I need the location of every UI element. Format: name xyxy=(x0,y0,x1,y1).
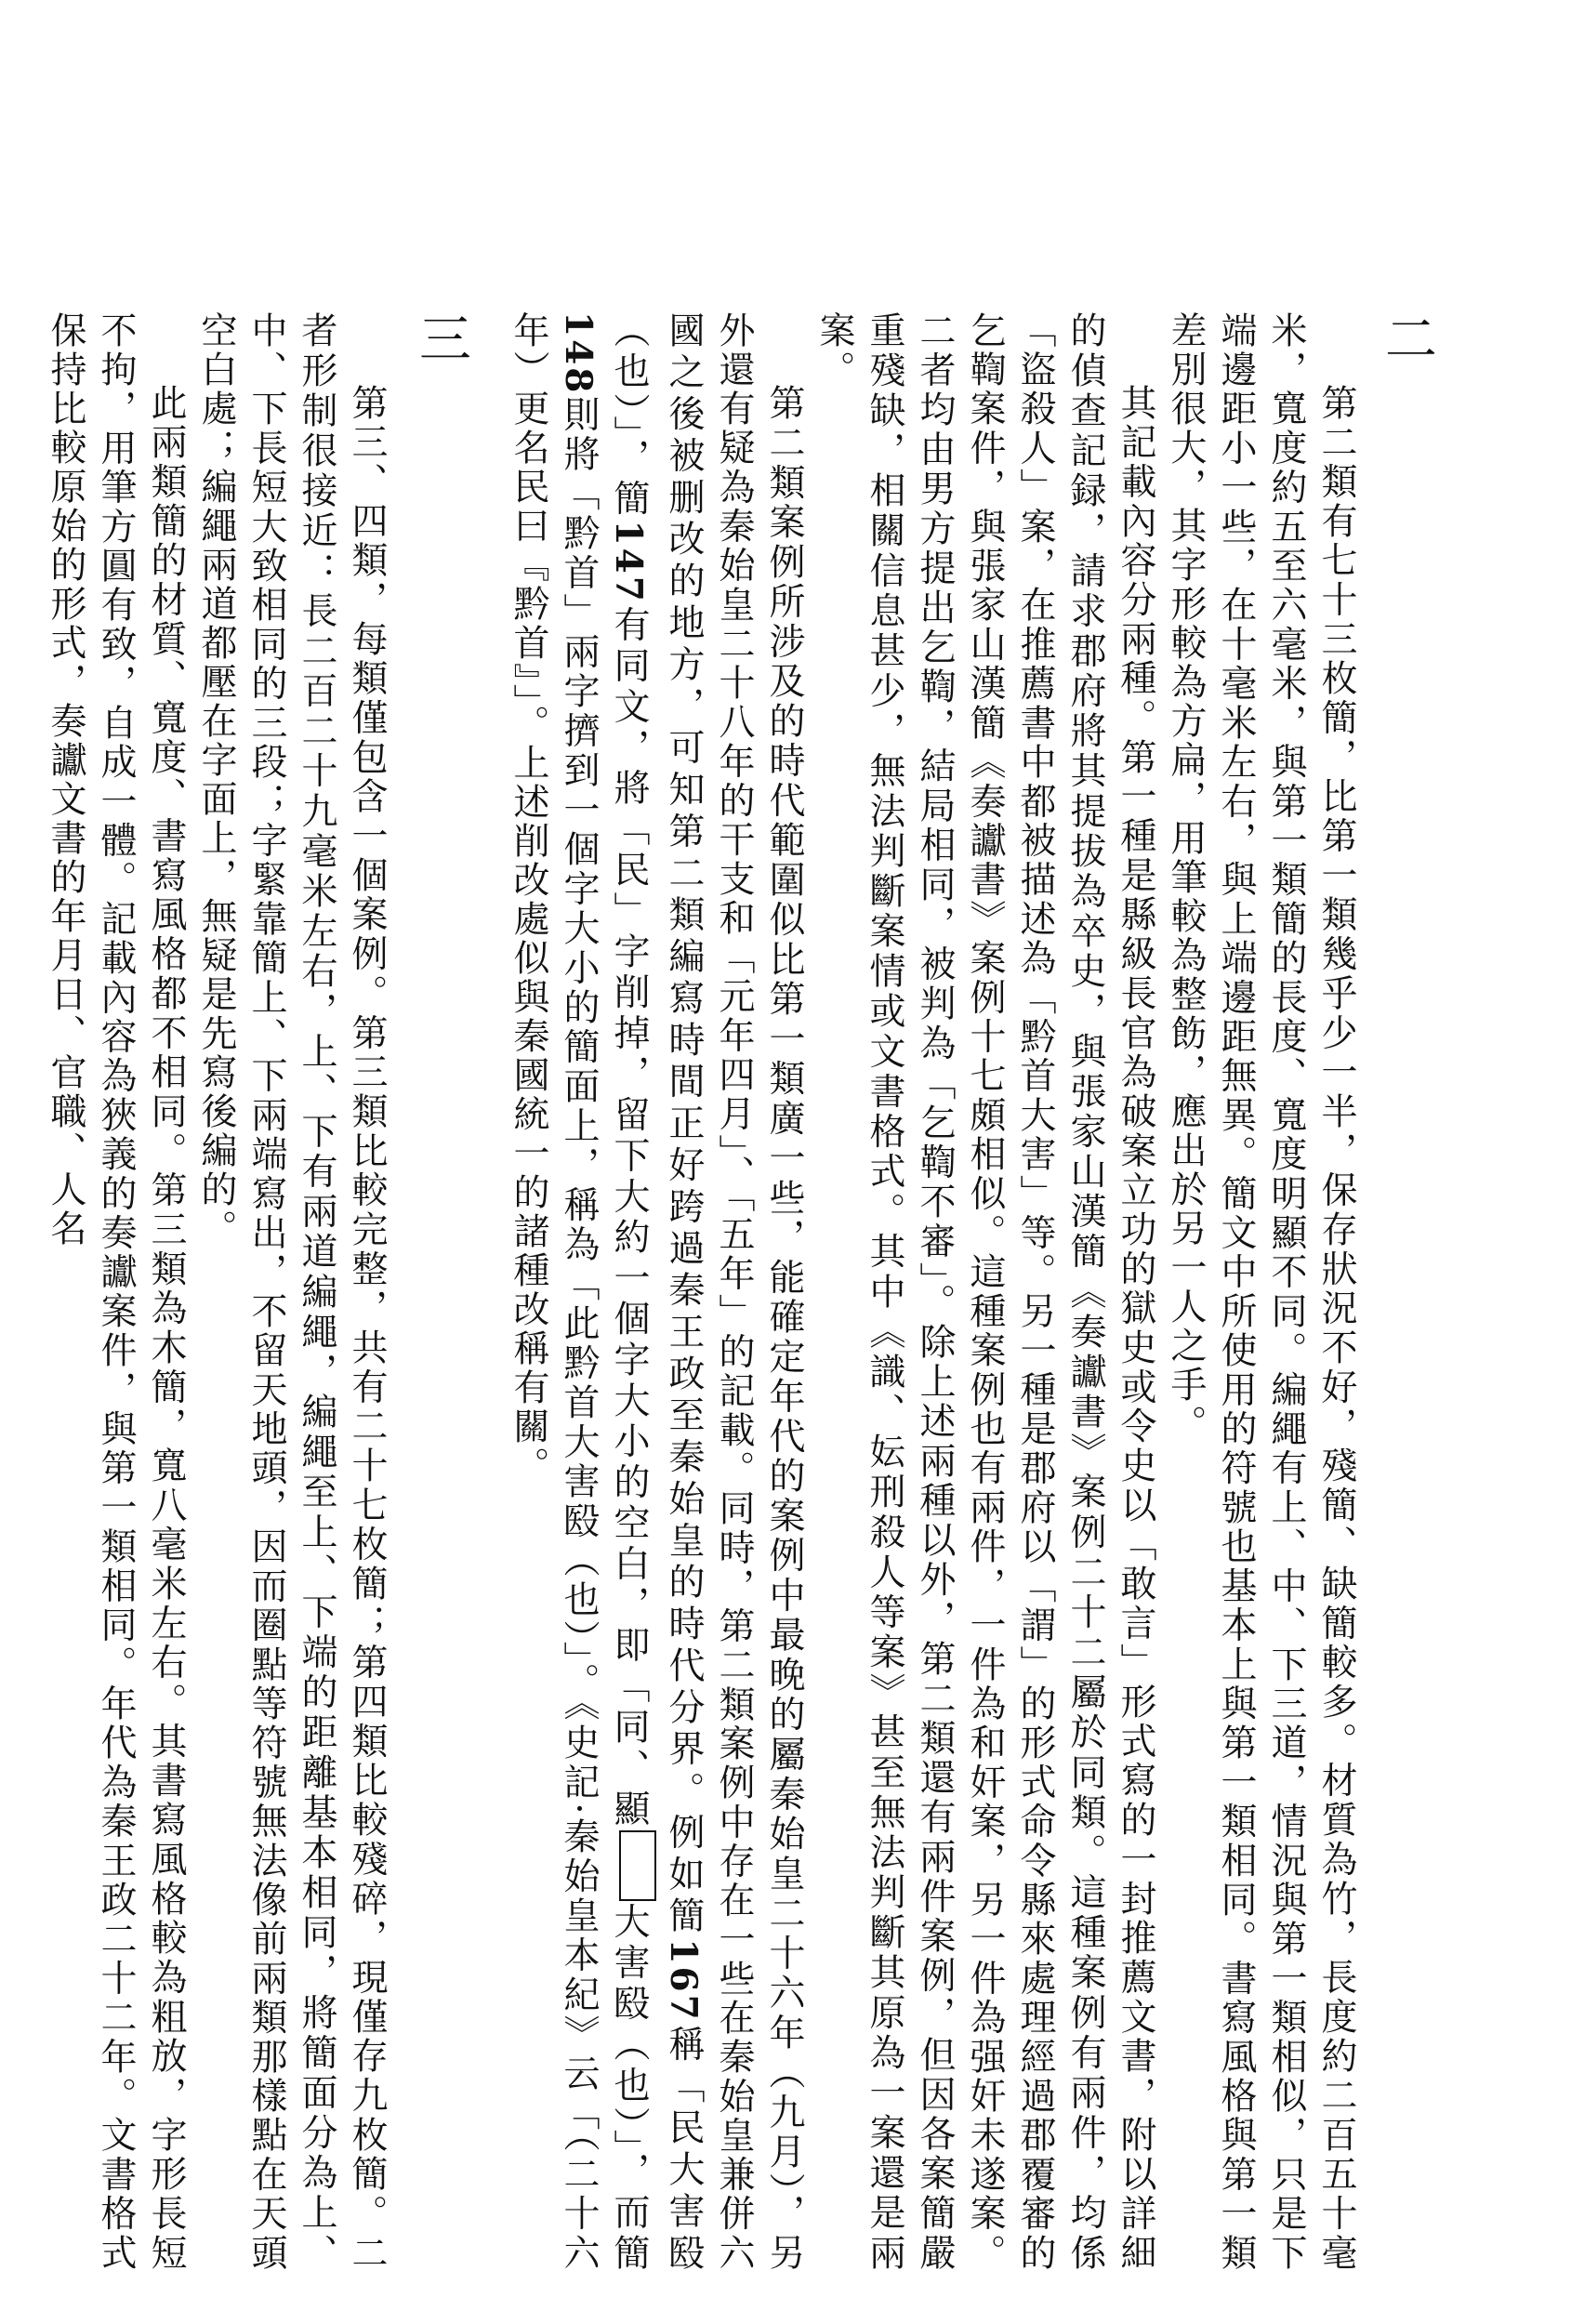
section3-paragraph-1: 第三、四類，每類僅包含一個案例。第三類比較完整，共有二十七枚簡；第四類比較殘碎，現僅存九枚簡。二者形制很接近：長二百二十九毫米左右，上、下有兩道編繩，編繩至上、下端的距離基本相同，將簡面分為上、中、下長短大致相同的三段；字緊靠簡上、下兩端寫出，不留天地頭，因而圈點等符號無法像前兩類那樣點在天頭空白處；編繩兩道都壓在字面上，無疑是先寫後編的。 xyxy=(195,311,388,2273)
section2-paragraph-3-part-a: 稱「民大害殹（也）」，簡 xyxy=(608,311,705,2274)
section-heading-3: 三 xyxy=(411,311,471,363)
section2-paragraph-3 xyxy=(503,311,809,2273)
section2-paragraph-2: 其記載內容分兩種。第一種是縣級長官為破案立功的獄史或令史以「敢言」形式寫的一封推薦文書，附以詳細的偵查記録，請求郡府將其提拔為卒史，與張家山漢簡《奏讞書》案例二十二屬於同類。這種案例有兩件，均係「盜殺人」案，在推薦書中都被描述為「黔首大害」等。另一種是郡府以「謂」的形式命令縣來處理經過郡覆審的乞鞫案件，與張家山漢簡《奏讞書》案例十七頗相似。這種案例也有兩件，一件為和奸案，另一件為强奸未遂案。二者均由男方提出乞鞫，結局相同，被判為「乞鞫不審」。除上述兩種以外，第二類還有兩件案例，但因各案簡嚴重殘缺，相關信息甚少，無法判斷案情或文書格式。其中《識、妘刑殺人等案》甚至無法判斷其原為一案還是兩案。 xyxy=(813,311,1156,2273)
slip-number-147: 147 xyxy=(607,520,650,604)
section-heading-2: 二 xyxy=(1377,311,1437,363)
section2-paragraph-1: 第二類有七十三枚簡，比第一類幾乎少一半，保存狀況不好，殘簡、缺簡較多。材質為竹，長度約二百五十毫米，寬度約五至六毫米，與第一類簡的長度、寬度明顯不同。編繩有上、中、下三道，情況與第一類相似，只是下端邊距小一些，在十毫米左右，與上端邊距無異。簡文中所使用的符號也基本上與第一類相同。書寫風格與第一類差別很大，其字形較為方扁，用筆較為整飭，應出於另一人之手。 xyxy=(1165,311,1357,2273)
slip-number-167: 167 xyxy=(662,1938,705,2023)
section2-paragraph-3-part-b: 有同文，將「民」字削掉，留下大約一個字大小的空白，即「同、顯 xyxy=(608,603,650,1830)
section2-paragraph-3-part-c: 大害殹（也）」，而簡 xyxy=(608,1900,650,2274)
vertical-text-page xyxy=(40,311,1450,2273)
blank-character-box xyxy=(619,1830,656,1901)
section2-paragraph-3-start: 第二類案例所涉及的時代範圍似比第一類廣一些，能確定年代的案例中最晚的屬秦始皇二十六年（九月），另外還有疑為秦始皇二十八年的干支和「元年四月」、「五年」的記載。同時，第二類案例中存在一些在秦始皇兼併六國之後被删改的地方，可知第二類編寫時間正好跨過秦王政至秦始皇的時代分界。例如簡 xyxy=(663,311,805,2273)
section2-paragraph-3-part-d: 則將「黔首」兩字擠到一個字大小的簡面上，稱為「此黔首大害殹（也）」。《史記·秦始皇本紀》云「（二十六年）更名民曰『黔首』」。上述削改處似與秦國統一的諸種改稱有關。 xyxy=(508,311,600,2273)
slip-number-148: 148 xyxy=(557,311,600,396)
section3-paragraph-2: 此兩類簡的材質、寬度、書寫風格都不相同。第三類為木簡，寬八毫米左右。其書寫風格較為粗放，字形長短不拘，用筆方圓有致，自成一體。記載內容為狹義的奏讞案件，與第一類相同。年代為秦王政二十二年。文書格式保持比較原始的形式，奏讞文書的年月日、官職、人名 xyxy=(45,311,187,2273)
